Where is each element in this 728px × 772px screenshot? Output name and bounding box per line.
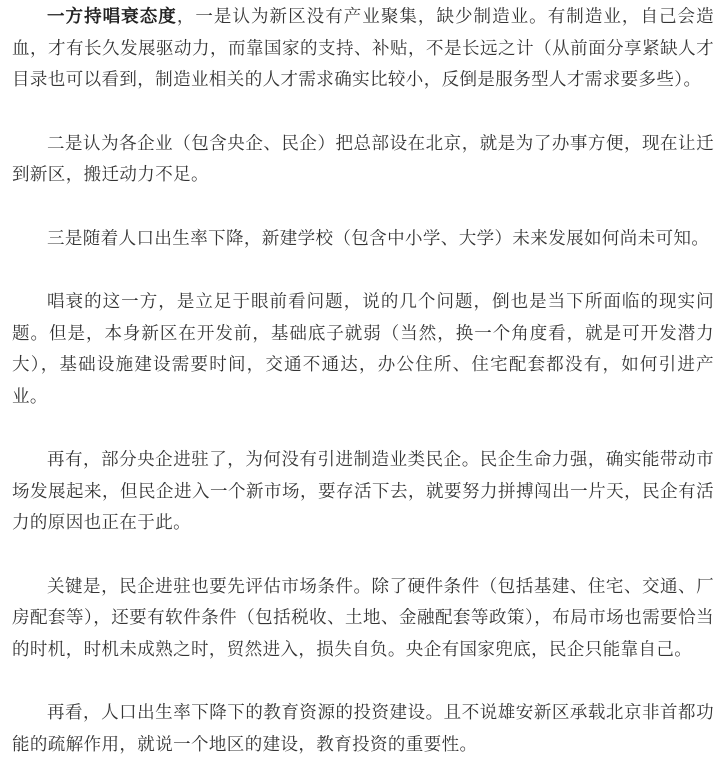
paragraph-6: 关键是，民企进驻也要先评估市场条件。除了硬件条件（包括基建、住宅、交通、厂房配套等），还要有软件条件（包括税收、土地、金融配套等政策），布局市场也需要恰当的时机，时机未成熟之时，贸然进入，损失自负。央企有国家兜底，民企只能靠自己。 [12,576,714,660]
paragraph-5: 再有，部分央企进驻了，为何没有引进制造业类民企。民企生命力强，确实能带动市场发展起来，但民企进入一个新市场，要存活下去，就要努力拼搏闯出一片天，民企有活力的原因也正在于此。 [12,450,714,533]
paragraph-7: 再看，人口出生率下降下的教育资源的投资建设。且不说雄安新区承载北京非首都功能的疏解作用，就说一个地区的建设，教育投资的重要性。 [12,703,714,755]
paragraph-spacer [12,540,714,572]
paragraph-1-text: ，一是认为新区没有产业聚集，缺少制造业。有制造业，自己会造血，才有长久发展驱动力，而靠国家的支持、补贴，不是长远之计（从前面分享紧缺人才目录也可以看到，制造业相关的人才需求确实比较小，反倒是服务型人才需求要多些）。 [12,7,714,90]
paragraph-1 [12,2,714,97]
paragraph-4: 唱衰的这一方，是立足于眼前看问题，说的几个问题，倒也是当下所面临的现实问题。但是，本身新区在开发前，基础底子就弱（当然，换一个角度看，就是可开发潜力大），基础设施建设需要时间，交通不通达，办公住所、住宅配套都没有，如何引进产业。 [12,292,714,407]
article-body [12,0,714,761]
paragraph-spacer [12,97,714,129]
paragraph-2: 二是认为各企业（包含央企、民企）把总部设在北京，就是为了办事方便，现在让迁到新区，搬迁动力不足。 [12,133,714,185]
paragraph-3: 三是随着人口出生率下降，新建学校（包含中小学、大学）未来发展如何尚未可知。 [47,228,710,249]
paragraph-spacer [12,413,714,445]
paragraph-1-lead-bold: 一方持唱衰态度 [47,7,177,27]
paragraph-spacer [12,192,714,224]
paragraph-spacer [12,666,714,698]
paragraph-spacer [12,255,714,287]
